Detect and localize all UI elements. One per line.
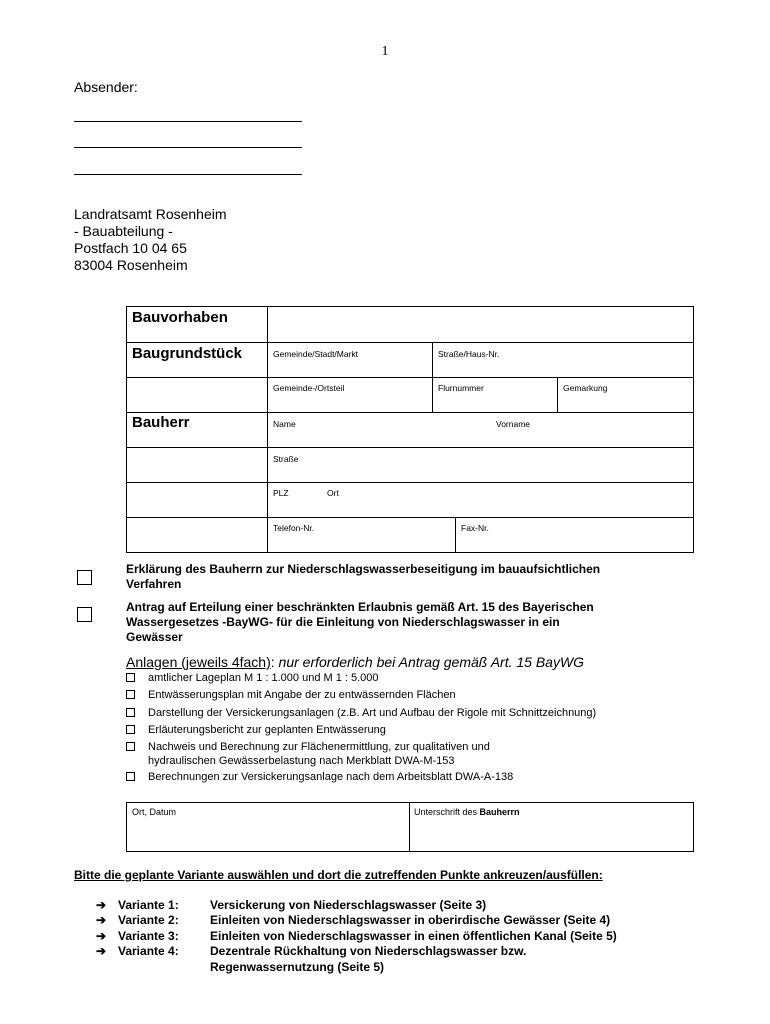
plz-ort-field[interactable] xyxy=(267,482,694,518)
variant-label: Variante 3: xyxy=(118,929,179,943)
gemeinde-ortsteil-field[interactable] xyxy=(267,377,433,413)
attachment-checkbox[interactable] xyxy=(126,742,135,751)
ort-datum-field[interactable] xyxy=(126,802,410,852)
variant-description: Regenwassernutzung (Seite 5) xyxy=(210,960,385,974)
gemarkung-field[interactable] xyxy=(557,377,694,413)
bauherr-label-cell xyxy=(126,412,268,448)
attachment-checkbox[interactable] xyxy=(126,772,135,781)
unterschrift-bauherrn: Bauherrn xyxy=(479,807,520,817)
option-line: Gewässer xyxy=(126,630,183,644)
unterschrift-prefix: Unterschrift des xyxy=(414,807,480,817)
variant-description: Einleiten von Niederschlagswasser in oberirdische Gewässer (Seite 4) xyxy=(210,913,611,927)
antrag-text xyxy=(126,600,594,645)
flurnummer-field[interactable] xyxy=(432,377,558,413)
recipient-address xyxy=(74,206,227,274)
ort-datum-label: Ort, Datum xyxy=(132,807,177,817)
gemeinde-ortsteil-label: Gemeinde-/Ortsteil xyxy=(273,383,345,393)
variant-label: Variante 1: xyxy=(118,898,179,912)
unterschrift-label xyxy=(414,807,520,817)
recipient-line: 83004 Rosenheim xyxy=(74,257,188,273)
option-line: Verfahren xyxy=(126,577,182,591)
flurnummer-label: Flurnummer xyxy=(438,383,484,393)
attachment-label: Nachweis und Berechnung zur Flächenermittlung, zur qualitativen und xyxy=(148,741,490,753)
vorname-label: Vorname xyxy=(496,419,531,429)
variant-description: Einleiten von Niederschlagswasser in einen öffentlichen Kanal (Seite 5) xyxy=(210,929,617,943)
attachments-title: Anlagen (jeweils 4fach) xyxy=(126,654,271,670)
variant-label: Variante 4: xyxy=(118,944,179,958)
name-label: Name xyxy=(273,419,296,429)
antrag-checkbox[interactable] xyxy=(77,607,92,622)
variant-label: Variante 2: xyxy=(118,913,179,927)
option-line: Antrag auf Erteilung einer beschränkten Erlaubnis gemäß Art. 15 des Bayerischen xyxy=(126,600,594,614)
attachments-colon: : xyxy=(270,654,275,670)
sender-line-3[interactable] xyxy=(74,174,302,175)
recipient-line: - Bauabteilung - xyxy=(74,223,173,239)
telefon-field[interactable] xyxy=(267,517,456,553)
empty-label-cell xyxy=(126,517,268,553)
arrow-right-icon: ➔ xyxy=(96,898,107,912)
strasse-hausnr-label: Straße/Haus-Nr. xyxy=(438,349,500,359)
empty-label-cell xyxy=(126,482,268,518)
attachment-label: hydraulischen Gewässerbelastung nach Merkblatt DWA-M-153 xyxy=(148,755,455,767)
bauvorhaben-label: Bauvorhaben xyxy=(132,309,228,326)
option-line: Wassergesetzes -BayWG- für die Einleitung von Niederschlagswasser in ein xyxy=(126,615,560,629)
attachment-label: Entwässerungsplan mit Angabe der zu entwässernden Flächen xyxy=(148,689,456,701)
sender-line-1[interactable] xyxy=(74,121,302,122)
sender-label: Absender: xyxy=(74,79,138,95)
ort-label: Ort xyxy=(327,488,339,498)
fax-label: Fax-Nr. xyxy=(461,523,489,533)
baugrundstueck-label-cell xyxy=(126,342,268,378)
page-number: 1 xyxy=(381,44,389,59)
instruction-text: Bitte die geplante Variante auswählen und dort die zutreffenden Punkte ankreuzen/ausfüllen: xyxy=(74,868,603,882)
attachment-label: Darstellung der Versickerungsanlagen (z.B. Art und Aufbau der Rigole mit Schnittzeichnung) xyxy=(148,707,597,719)
variant-description: Versickerung von Niederschlagswasser (Seite 3) xyxy=(210,898,487,912)
recipient-line: Postfach 10 04 65 xyxy=(74,240,187,256)
attachment-checkbox[interactable] xyxy=(126,673,135,682)
attachment-label: amtlicher Lageplan M 1 : 1.000 und M 1 : 5.000 xyxy=(148,672,379,684)
attachment-label: Erläuterungsbericht zur geplanten Entwässerung xyxy=(148,724,386,736)
baugrundstueck-label: Baugrundstück xyxy=(132,345,243,362)
attachment-checkbox[interactable] xyxy=(126,708,135,717)
erklaerung-checkbox[interactable] xyxy=(77,570,92,585)
strasse-hausnr-field[interactable] xyxy=(432,342,694,378)
arrow-right-icon: ➔ xyxy=(96,944,107,958)
attachments-subtitle: nur erforderlich bei Antrag gemäß Art. 15 BayWG xyxy=(274,654,585,670)
plz-label: PLZ xyxy=(273,488,289,498)
sender-line-2[interactable] xyxy=(74,147,302,148)
unterschrift-field[interactable] xyxy=(409,802,694,852)
option-line: Erklärung des Bauherrn zur Niederschlagswasserbeseitigung im bauaufsichtlichen xyxy=(126,562,601,576)
recipient-line: Landratsamt Rosenheim xyxy=(74,206,227,222)
fax-field[interactable] xyxy=(455,517,694,553)
bauvorhaben-label-cell xyxy=(126,306,268,343)
variant-description: Dezentrale Rückhaltung von Niederschlagswasser bzw. xyxy=(210,944,527,958)
gemarkung-label: Gemarkung xyxy=(563,383,608,393)
name-vorname-field[interactable] xyxy=(267,412,694,448)
strasse-field[interactable] xyxy=(267,447,694,483)
attachment-checkbox[interactable] xyxy=(126,690,135,699)
arrow-right-icon: ➔ xyxy=(96,929,107,943)
attachments-heading xyxy=(126,654,584,670)
attachment-label: Berechnungen zur Versickerungsanlage nach dem Arbeitsblatt DWA-A-138 xyxy=(148,771,514,783)
bauherr-label: Bauherr xyxy=(132,414,190,431)
arrow-right-icon: ➔ xyxy=(96,913,107,927)
bauvorhaben-field[interactable] xyxy=(267,306,694,343)
attachment-checkbox[interactable] xyxy=(126,725,135,734)
strasse-label: Straße xyxy=(273,454,299,464)
empty-label-cell xyxy=(126,447,268,483)
telefon-label: Telefon-Nr. xyxy=(273,523,315,533)
gemeinde-stadt-markt-field[interactable] xyxy=(267,342,433,378)
erklaerung-text xyxy=(126,562,600,592)
gemeinde-stadt-markt-label: Gemeinde/Stadt/Markt xyxy=(273,349,359,359)
empty-label-cell xyxy=(126,377,268,413)
